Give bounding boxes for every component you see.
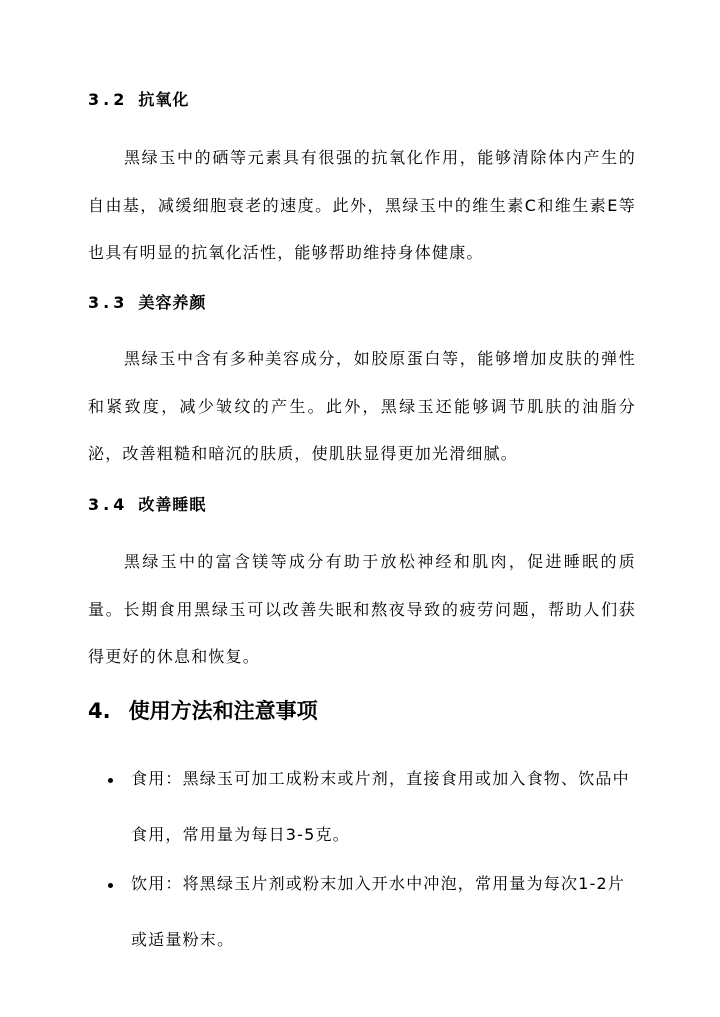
section-number: 3.3 [88, 293, 129, 312]
bullet-icon [108, 778, 113, 783]
chapter-heading-4 [88, 697, 318, 725]
section-heading-3-2 [88, 90, 189, 110]
section-paragraph-3-2: 黑绿玉中的硒等元素具有很强的抗氧化作用，能够清除体内产生的自由基，减缓细胞衰老的速度。此外，黑绿玉中的维生素C和维生素E等也具有明显的抗氧化活性，能够帮助维持身体健康。 [88, 148, 636, 262]
section-paragraph-3-3: 黑绿玉中含有多种美容成分，如胶原蛋白等，能够增加皮肤的弹性和紧致度，减少皱纹的产生。此外，黑绿玉还能够调节肌肤的油脂分泌，改善粗糙和暗沉的肤质，使肌肤显得更加光滑细腻。 [88, 349, 636, 463]
section-number: 3.2 [88, 90, 129, 109]
chapter-title: 使用方法和注意事项 [128, 699, 318, 723]
section-number: 3.4 [88, 495, 129, 514]
section-title: 美容养颜 [138, 293, 207, 312]
list-item-text: 饮用：将黑绿玉片剂或粉末加入开水中冲泡，常用量为每次1-2片或适量粉末。 [131, 874, 626, 949]
list-item-text: 食用：黑绿玉可加工成粉末或片剂，直接食用或加入食物、饮品中食用，常用量为每日3-5克。 [131, 769, 630, 844]
section-paragraph-3-4: 黑绿玉中的富含镁等成分有助于放松神经和肌肉，促进睡眠的质量。长期食用黑绿玉可以改善失眠和熬夜导致的疲劳问题，帮助人们获得更好的休息和恢复。 [88, 552, 636, 666]
section-title: 改善睡眠 [138, 495, 207, 514]
section-heading-3-3 [88, 293, 206, 313]
chapter-number: 4. [88, 699, 111, 723]
list-item [108, 866, 636, 978]
bullet-icon [108, 883, 113, 888]
section-heading-3-4 [88, 495, 206, 515]
section-title: 抗氧化 [138, 90, 190, 109]
